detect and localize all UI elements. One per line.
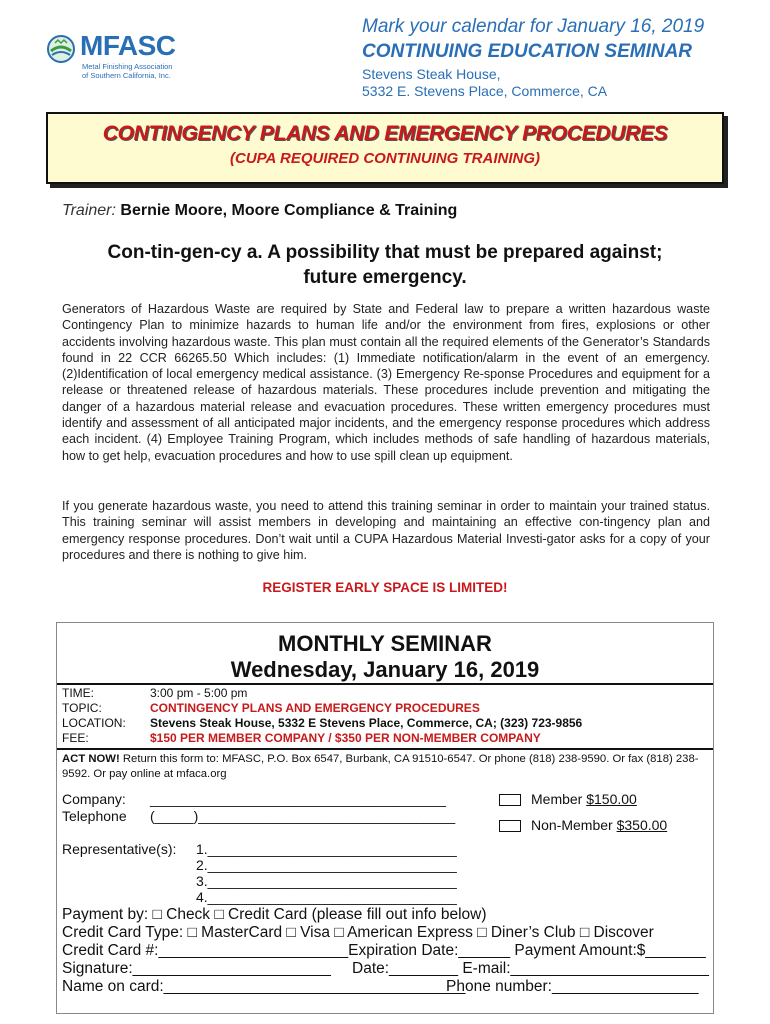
seminar-date: Wednesday, January 16, 2019 — [230, 657, 540, 682]
body-paragraph-1: Generators of Hazardous Waste are required by State and Federal law to prepare a written hazardous waste Contingency Plan to minimize hazards to human life and/or the environment from fires, explosions or other accidents involving hazardous waste. This plan must contain all the required elements of the Generator’s Standards found in 22 CCR 66265.50 Which includes: (1) Immediate notification/alarm in the event of an emergency. (2)Identification of local emergency medical assistance. (3) Emergency Re-sponse Procedures and equipment for a release or threatened release of hazardous materials. These procedures include prevention and mitigating the danger of a hazardous material release and evacuation procedures. These written emergency procedures must identify and assessment of all anticipated major incidents, and the emergency response procedures which address each incident. (4) Employee Training Program, which includes methods of safe handling of hazardous materials, how to get help, evacuation procedures and how to use spill clean up equipment. — [62, 302, 710, 463]
card-number-line[interactable]: Credit Card #:______________________Expiration Date:______ Payment Amount:$_______ — [62, 942, 706, 959]
definition — [62, 240, 708, 290]
representative-field-1[interactable]: 1.________________________________ — [196, 841, 457, 857]
member-checkbox[interactable] — [499, 794, 521, 806]
divider — [57, 683, 713, 685]
company-label: Company: — [62, 791, 126, 807]
signature-field[interactable]: Signature:_______________________ — [62, 960, 331, 977]
fee-label: FEE: — [62, 731, 89, 745]
trainer-name: Bernie Moore, Moore Compliance & Training — [120, 202, 458, 219]
seminar-heading: CONTINUING EDUCATION SEMINAR — [362, 41, 693, 62]
logo-globe-icon — [46, 34, 76, 64]
member-label: Member — [531, 791, 587, 807]
location-label: LOCATION: — [62, 716, 126, 730]
representative-field-3[interactable]: 3.________________________________ — [196, 873, 457, 889]
divider — [57, 748, 713, 750]
topic-value: CONTINGENCY PLANS AND EMERGENCY PROCEDURES — [150, 701, 480, 715]
member-option[interactable] — [499, 791, 637, 807]
definition-line-2: future emergency. — [303, 267, 467, 288]
representatives-label: Representative(s): — [62, 841, 177, 857]
time-value: 3:00 pm - 5:00 pm — [150, 686, 248, 700]
date-email-field[interactable]: Date:________ E-mail:_______________________ — [352, 960, 709, 977]
fee-value: $150 PER MEMBER COMPANY / $350 PER NON-MEMBER COMPANY — [150, 731, 541, 745]
nonmember-checkbox[interactable] — [499, 820, 521, 832]
venue-address: 5332 E. Stevens Place, Commerce, CA — [362, 83, 608, 99]
mfasc-logo — [46, 30, 196, 82]
title-box — [46, 112, 724, 184]
act-now-label: ACT NOW! — [62, 753, 120, 765]
payment-method-line[interactable]: Payment by: □ Check □ Credit Card (please fill out info below) — [62, 906, 487, 923]
logo-subtitle: Metal Finishing Association of Southern California, Inc. — [82, 62, 173, 80]
location-value: Stevens Steak House, 5332 E Stevens Place, Commerce, CA; (323) 723-9856 — [150, 716, 583, 730]
nonmember-option[interactable] — [499, 817, 667, 833]
representative-field-2[interactable]: 2.________________________________ — [196, 857, 457, 873]
telephone-label: Telephone — [62, 808, 127, 824]
member-price: $150.00 — [586, 791, 637, 807]
act-now-notice — [62, 752, 710, 782]
seminar-title: MONTHLY SEMINAR — [278, 631, 492, 656]
page-subtitle: (CUPA REQUIRED CONTINUING TRAINING) — [230, 150, 540, 167]
logo-name: MFASC — [80, 30, 176, 61]
page-title: CONTINGENCY PLANS AND EMERGENCY PROCEDURES — [102, 122, 668, 145]
trainer — [62, 202, 457, 220]
card-type-line[interactable]: Credit Card Type: □ MasterCard □ Visa □ American Express □ Diner’s Club □ Discover — [62, 924, 654, 941]
representative-field-4[interactable]: 4.________________________________ — [196, 889, 457, 905]
nonmember-price: $350.00 — [616, 817, 668, 833]
venue-name: Stevens Steak House, — [362, 66, 501, 82]
calendar-notice: Mark your calendar for January 16, 2019 — [362, 16, 705, 37]
trainer-label: Trainer: — [62, 202, 116, 219]
time-label: TIME: — [62, 686, 94, 700]
register-notice: REGISTER EARLY SPACE IS LIMITED! — [262, 580, 508, 595]
act-now-text: Return this form to: MFASC, P.O. Box 6547, Burbank, CA 91510-6547. Or phone (818) 238-9590. Or fax (818) 238-9592. Or pay online at mfaca.org — [62, 753, 699, 780]
body-paragraph-2: If you generate hazardous waste, you need to attend this training seminar in order to maintain your trained status. This training seminar will assist members in developing and maintaining an effective con-tingency plan and emergency response procedures. Don’t wait until a CUPA Hazardous Material Investi-gator asks for a copy of your procedures and there is nothing to give him. — [62, 499, 710, 562]
telephone-field[interactable]: (_____)_________________________________ — [150, 808, 456, 824]
phone-number-field[interactable]: Phone number:_________________ — [446, 978, 699, 995]
topic-label: TOPIC: — [62, 701, 102, 715]
definition-line-1: Con-tin-gen-cy a. A possibility that must be prepared against; — [107, 242, 663, 263]
nonmember-label: Non-Member — [531, 817, 617, 833]
company-field[interactable]: ______________________________________ — [150, 791, 446, 807]
name-on-card-field[interactable]: Name on card:___________________________________ — [62, 978, 466, 995]
